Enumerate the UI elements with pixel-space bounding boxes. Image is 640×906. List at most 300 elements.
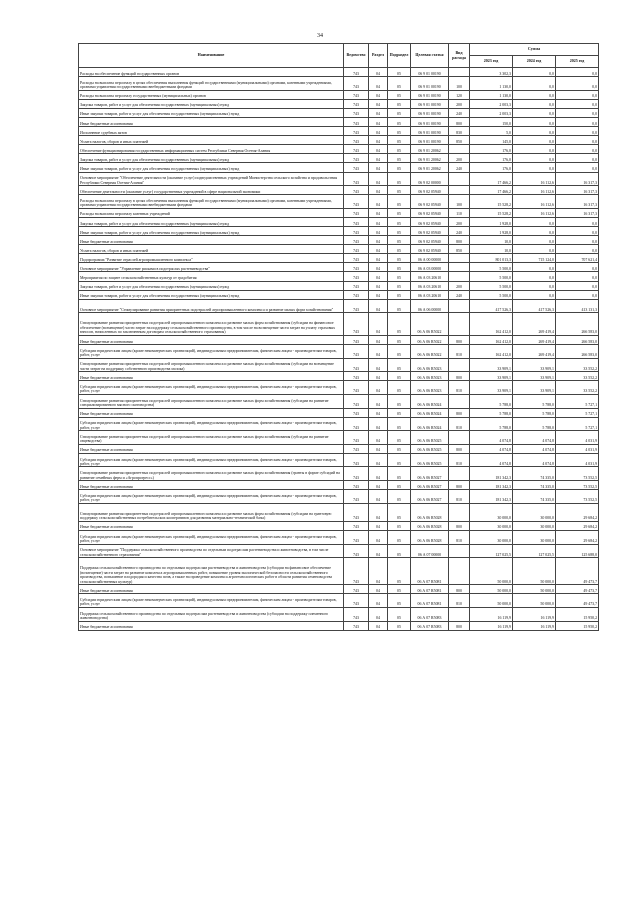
row-sum-2023: 5 788,0 [470, 394, 513, 408]
header-year-2025: 2025 год [556, 56, 599, 68]
budget-table [78, 43, 599, 631]
row-expense-type: 240 [449, 163, 470, 172]
row-podrazdel: 05 [388, 299, 411, 313]
table-row [79, 408, 599, 417]
row-expense-type: 100 [449, 77, 470, 91]
row-vedomstvo: 743 [344, 490, 369, 504]
header-podrazdel: Подраздел [388, 44, 411, 68]
row-sum-2024: 269 419,4 [513, 313, 556, 336]
row-sum-2023: 17 466,2 [470, 186, 513, 195]
row-expense-type [449, 503, 470, 521]
table-row [79, 154, 599, 163]
row-sum-2024: 4 074,8 [513, 431, 556, 445]
row-sum-2023: 162 412,0 [470, 313, 513, 336]
row-expense-type [449, 607, 470, 621]
row-expense-type: 800 [449, 335, 470, 344]
row-vedomstvo: 743 [344, 186, 369, 195]
row-podrazdel: 05 [388, 408, 411, 417]
row-sum-2023: 5 788,0 [470, 408, 513, 417]
table-row [79, 68, 599, 77]
row-expense-type [449, 544, 470, 558]
row-podrazdel: 05 [388, 195, 411, 209]
row-razdel: 04 [369, 335, 388, 344]
row-sum-2025: 0,0 [556, 227, 599, 236]
row-vedomstvo: 743 [344, 417, 369, 431]
row-name: Иные бюджетные ассигнования [79, 444, 344, 453]
row-sum-2023: 30 000,0 [470, 521, 513, 530]
row-sum-2024: 0,0 [513, 145, 556, 154]
row-sum-2023: 417 526,3 [470, 299, 513, 313]
table-row [79, 358, 599, 372]
row-razdel: 04 [369, 453, 388, 467]
row-vedomstvo: 743 [344, 358, 369, 372]
row-sum-2023: 176,0 [470, 163, 513, 172]
row-razdel: 04 [369, 372, 388, 381]
row-podrazdel: 05 [388, 272, 411, 281]
row-sum-2024: 33 909,1 [513, 372, 556, 381]
row-razdel: 04 [369, 127, 388, 136]
table-row [79, 607, 599, 621]
row-target-article: 06 А 06 R5022 [411, 345, 449, 359]
row-razdel: 04 [369, 263, 388, 272]
row-sum-2025: 266 583,0 [556, 313, 599, 336]
row-sum-2024: 0,0 [513, 127, 556, 136]
row-razdel: 04 [369, 431, 388, 445]
row-name: Иные бюджетные ассигнования [79, 585, 344, 594]
row-target-article: 06 9 02 05940 [411, 186, 449, 195]
table-row [79, 195, 599, 209]
row-target-article: 06 9 01 00190 [411, 136, 449, 145]
row-sum-2024: 50 000,0 [513, 594, 556, 608]
row-vedomstvo: 743 [344, 453, 369, 467]
row-expense-type: 240 [449, 108, 470, 117]
row-sum-2023: 3 302,3 [470, 68, 513, 77]
table-row [79, 99, 599, 108]
row-expense-type [449, 254, 470, 263]
row-sum-2023: 17 466,2 [470, 172, 513, 186]
row-vedomstvo: 743 [344, 68, 369, 77]
row-target-article: 06 А 06 R5027 [411, 467, 449, 481]
row-target-article: 06 А 06 R5023 [411, 358, 449, 372]
row-sum-2024: 16 119,9 [513, 621, 556, 630]
row-name: Стимулирование развития приоритетных подотраслей агропромышленного комплекса и развитие малых форм хозяйствования (субсидии на грантовую поддержку сельскохозяйственных потребительских кооперативов для развития материально-технической базы) [79, 503, 344, 521]
table-row [79, 117, 599, 126]
table-row [79, 236, 599, 245]
row-sum-2025: 73 552,5 [556, 481, 599, 490]
row-name: Иные бюджетные ассигнования [79, 521, 344, 530]
table-row [79, 544, 599, 558]
row-vedomstvo: 743 [344, 245, 369, 254]
row-podrazdel: 05 [388, 68, 411, 77]
row-sum-2023: 16 119,9 [470, 607, 513, 621]
row-sum-2024: 0,0 [513, 68, 556, 77]
row-name: Обеспечение функционирования государственных информационных систем Республики Северная Осетия-Алания [79, 145, 344, 154]
row-podrazdel: 05 [388, 585, 411, 594]
row-name: Иные бюджетные ассигнования [79, 335, 344, 344]
row-sum-2024: 50 000,0 [513, 558, 556, 585]
table-body [79, 68, 599, 631]
row-vedomstvo: 743 [344, 290, 369, 299]
row-name: Мероприятия по защите сельскохозяйственных культур от градобития [79, 272, 344, 281]
row-sum-2025: 0,0 [556, 272, 599, 281]
row-expense-type: 800 [449, 117, 470, 126]
row-expense-type: 800 [449, 236, 470, 245]
row-target-article: 06 9 01 20062 [411, 154, 449, 163]
row-target-article: 06 А 06 R5028 [411, 503, 449, 521]
row-podrazdel: 05 [388, 621, 411, 630]
row-target-article: 06 А 06 R5028 [411, 530, 449, 544]
table-row [79, 272, 599, 281]
row-podrazdel: 05 [388, 558, 411, 585]
row-sum-2024: 5 788,0 [513, 417, 556, 431]
header-sum: Сумма [470, 44, 599, 56]
row-sum-2025: 16 317,3 [556, 186, 599, 195]
row-name: Иные закупки товаров, работ и услуг для обеспечения государственных (муниципальных) нужд [79, 108, 344, 117]
row-vedomstvo: 743 [344, 394, 369, 408]
row-expense-type: 800 [449, 372, 470, 381]
row-name: Расходы на обеспечение функций государственных органов [79, 68, 344, 77]
row-name: Стимулирование развития приоритетных подотраслей агропромышленного комплекса и развитие малых форм хозяйствования (субсидии на финансовое обеспечение (возмещение) части затрат на поддержку сельскохозяйственного производства, в том числе на возмещение части затрат на уплату страховых взносов, начисленных по заключенным договорам сельскохозяйственного страхования) [79, 313, 344, 336]
row-vedomstvo: 743 [344, 481, 369, 490]
row-sum-2025: 0,0 [556, 145, 599, 154]
row-name: Иные бюджетные ассигнования [79, 621, 344, 630]
row-vedomstvo: 743 [344, 90, 369, 99]
row-sum-2025: 0,0 [556, 154, 599, 163]
row-target-article: 06 9 01 20062 [411, 145, 449, 154]
row-razdel: 04 [369, 585, 388, 594]
row-razdel: 04 [369, 299, 388, 313]
row-sum-2025: 49 473,7 [556, 585, 599, 594]
row-name: Иные бюджетные ассигнования [79, 117, 344, 126]
row-target-article: 06 А 03 20610 [411, 272, 449, 281]
row-razdel: 04 [369, 217, 388, 226]
row-vedomstvo: 743 [344, 530, 369, 544]
row-sum-2023: 50 000,0 [470, 558, 513, 585]
row-name: Субсидии юридическим лицам (кроме некоммерческих организаций), индивидуальным предпринимателям, физическим лицам - производителям товаров, работ, услуг [79, 381, 344, 395]
row-name: Закупка товаров, работ и услуг для обеспечения государственных (муниципальных) нужд [79, 154, 344, 163]
row-sum-2025: 5 727,1 [556, 408, 599, 417]
row-sum-2024: 0,0 [513, 117, 556, 126]
row-podrazdel: 05 [388, 281, 411, 290]
row-sum-2024: 0,0 [513, 154, 556, 163]
row-sum-2024: 50 000,0 [513, 585, 556, 594]
row-sum-2023: 30 000,0 [470, 503, 513, 521]
row-target-article: 06 А 06 R5022 [411, 313, 449, 336]
row-target-article: 06 9 02 05940 [411, 227, 449, 236]
table-row [79, 290, 599, 299]
row-vedomstvo: 743 [344, 163, 369, 172]
table-row [79, 444, 599, 453]
row-name: Расходы на выплаты персоналу казенных учреждений [79, 208, 344, 217]
row-sum-2023: 145,0 [470, 136, 513, 145]
row-target-article: 06 А 06 R5023 [411, 372, 449, 381]
header-year-2024: 2024 год [513, 56, 556, 68]
row-vedomstvo: 743 [344, 431, 369, 445]
row-sum-2023: 33 909,1 [470, 372, 513, 381]
row-sum-2025: 0,0 [556, 117, 599, 126]
row-podrazdel: 05 [388, 417, 411, 431]
row-expense-type: 850 [449, 245, 470, 254]
row-razdel: 04 [369, 594, 388, 608]
row-expense-type: 850 [449, 136, 470, 145]
row-target-article: 06 9 02 00000 [411, 172, 449, 186]
row-sum-2025: 0,0 [556, 136, 599, 145]
row-target-article: 06 А 03 20610 [411, 281, 449, 290]
row-expense-type: 810 [449, 490, 470, 504]
row-target-article: 06 А 06 R5027 [411, 481, 449, 490]
row-sum-2025: 0,0 [556, 68, 599, 77]
row-sum-2025: 125 688,0 [556, 544, 599, 558]
row-expense-type [449, 558, 470, 585]
row-sum-2025: 0,0 [556, 263, 599, 272]
row-target-article: 06 9 01 00190 [411, 99, 449, 108]
row-target-article: 06 9 01 00190 [411, 90, 449, 99]
row-name: Основное мероприятие "Обеспечение деятельности (оказание услуг) подведомственных учреждений Министерства сельского хозяйства и продовольствия Республики Северная Осетия-Алания" [79, 172, 344, 186]
row-expense-type [449, 431, 470, 445]
row-sum-2023: 1 130,0 [470, 77, 513, 91]
row-sum-2023: 16 119,9 [470, 621, 513, 630]
row-podrazdel: 05 [388, 163, 411, 172]
row-name: Закупка товаров, работ и услуг для обеспечения государственных (муниципальных) нужд [79, 217, 344, 226]
row-sum-2023: 1 928,0 [470, 227, 513, 236]
row-sum-2025: 29 684,2 [556, 521, 599, 530]
row-target-article: 06 9 02 05940 [411, 195, 449, 209]
row-target-article: 06 А 06 R5024 [411, 394, 449, 408]
row-vedomstvo: 743 [344, 444, 369, 453]
row-name: Иные бюджетные ассигнования [79, 372, 344, 381]
row-sum-2023: 162 412,0 [470, 335, 513, 344]
row-sum-2024: 0,0 [513, 90, 556, 99]
row-sum-2025: 707 621,4 [556, 254, 599, 263]
row-expense-type: 800 [449, 408, 470, 417]
header-expense-type: Вид расхода [449, 44, 470, 68]
row-vedomstvo: 743 [344, 195, 369, 209]
row-name: Основное мероприятие "Управление рисками в подотраслях растениеводства" [79, 263, 344, 272]
row-target-article: 06 9 01 00190 [411, 108, 449, 117]
row-target-article: 06 А 06 R5025 [411, 431, 449, 445]
row-expense-type: 100 [449, 195, 470, 209]
row-name: Стимулирование развития приоритетных подотраслей агропромышленного комплекса и развитие малых форм хозяйствования (субсидии на развитие специализированного мясного скотоводства) [79, 394, 344, 408]
row-podrazdel: 05 [388, 313, 411, 336]
row-podrazdel: 05 [388, 530, 411, 544]
row-sum-2024: 0,0 [513, 272, 556, 281]
row-razdel: 04 [369, 621, 388, 630]
row-sum-2025: 29 684,2 [556, 503, 599, 521]
row-target-article: 06 9 02 05940 [411, 245, 449, 254]
table-row [79, 503, 599, 521]
table-row [79, 594, 599, 608]
row-razdel: 04 [369, 467, 388, 481]
row-expense-type: 800 [449, 481, 470, 490]
row-razdel: 04 [369, 558, 388, 585]
row-sum-2023: 181 342,3 [470, 490, 513, 504]
row-sum-2024: 33 909,1 [513, 381, 556, 395]
row-sum-2024: 16 112,6 [513, 186, 556, 195]
row-expense-type: 200 [449, 154, 470, 163]
row-sum-2024: 0,0 [513, 136, 556, 145]
row-razdel: 04 [369, 195, 388, 209]
row-sum-2025: 4 031,9 [556, 431, 599, 445]
row-target-article: 06 А 07 00000 [411, 544, 449, 558]
row-sum-2023: 5 500,0 [470, 281, 513, 290]
row-sum-2025: 266 583,0 [556, 345, 599, 359]
row-sum-2025: 29 684,2 [556, 530, 599, 544]
row-target-article: 06 9 01 00190 [411, 117, 449, 126]
row-expense-type: 240 [449, 290, 470, 299]
row-sum-2023: 4 074,8 [470, 431, 513, 445]
row-name: Расходы на выплаты персоналу государственных (муниципальных) органов [79, 90, 344, 99]
row-sum-2023: 801 013,3 [470, 254, 513, 263]
row-sum-2024: 30 000,0 [513, 503, 556, 521]
row-vedomstvo: 743 [344, 127, 369, 136]
row-expense-type [449, 272, 470, 281]
row-razdel: 04 [369, 186, 388, 195]
row-sum-2023: 1 928,0 [470, 217, 513, 226]
row-vedomstvo: 743 [344, 99, 369, 108]
row-target-article: 06 А 06 R5027 [411, 490, 449, 504]
row-podrazdel: 05 [388, 136, 411, 145]
table-row [79, 145, 599, 154]
row-podrazdel: 05 [388, 236, 411, 245]
row-sum-2025: 0,0 [556, 236, 599, 245]
row-sum-2024: 74 335,0 [513, 490, 556, 504]
row-target-article: 06 9 01 00190 [411, 127, 449, 136]
row-podrazdel: 05 [388, 335, 411, 344]
row-razdel: 04 [369, 490, 388, 504]
table-row [79, 417, 599, 431]
row-podrazdel: 05 [388, 503, 411, 521]
row-sum-2025: 73 552,5 [556, 467, 599, 481]
row-name: Иные бюджетные ассигнования [79, 236, 344, 245]
table-row [79, 467, 599, 481]
row-vedomstvo: 743 [344, 172, 369, 186]
row-razdel: 04 [369, 227, 388, 236]
row-sum-2024: 74 335,0 [513, 467, 556, 481]
row-razdel: 04 [369, 444, 388, 453]
row-sum-2023: 4 074,8 [470, 453, 513, 467]
table-row [79, 621, 599, 630]
row-razdel: 04 [369, 245, 388, 254]
row-expense-type: 200 [449, 281, 470, 290]
row-name: Расходы на выплаты персоналу в целях обеспечения выполнения функций государственными (муниципальными) органами, казенными учреждениями, органами управления государственными внебюджетными фондами [79, 77, 344, 91]
row-sum-2025: 413 131,3 [556, 299, 599, 313]
row-podrazdel: 05 [388, 453, 411, 467]
table-row [79, 163, 599, 172]
row-name: Субсидии юридическим лицам (кроме некоммерческих организаций), индивидуальным предпринимателям, физическим лицам - производителям товаров, работ, услуг [79, 594, 344, 608]
row-podrazdel: 05 [388, 208, 411, 217]
row-name: Стимулирование развития приоритетных подотраслей агропромышленного комплекса и развитие малых форм хозяйствования (гранты в форме субсидий на развитие семейных ферм и «Агропрогресс») [79, 467, 344, 481]
row-sum-2024: 0,0 [513, 281, 556, 290]
row-vedomstvo: 743 [344, 263, 369, 272]
row-razdel: 04 [369, 172, 388, 186]
row-vedomstvo: 743 [344, 154, 369, 163]
row-podrazdel: 05 [388, 227, 411, 236]
row-expense-type: 810 [449, 530, 470, 544]
row-expense-type [449, 394, 470, 408]
row-target-article: 06 А 06 R5022 [411, 335, 449, 344]
row-sum-2023: 50 000,0 [470, 585, 513, 594]
row-sum-2024: 0,0 [513, 217, 556, 226]
row-podrazdel: 05 [388, 145, 411, 154]
table-row [79, 313, 599, 336]
row-razdel: 04 [369, 521, 388, 530]
row-razdel: 04 [369, 254, 388, 263]
table-row [79, 172, 599, 186]
row-razdel: 04 [369, 544, 388, 558]
row-podrazdel: 05 [388, 521, 411, 530]
header-name: Наименование [79, 44, 344, 68]
row-podrazdel: 05 [388, 172, 411, 186]
row-sum-2024: 16 112,6 [513, 172, 556, 186]
row-razdel: 04 [369, 394, 388, 408]
row-name: Поддержка сельскохозяйственного производства по отдельным подотраслям растениеводства и животноводства (субсидии на поддержку племенного животноводства) [79, 607, 344, 621]
row-vedomstvo: 743 [344, 117, 369, 126]
row-target-article: 06 9 01 00190 [411, 77, 449, 91]
row-target-article: 06 9 02 05940 [411, 208, 449, 217]
row-name: Подпрограмма "Развитие отраслей агропромышленного комплекса" [79, 254, 344, 263]
table-row [79, 530, 599, 544]
table-row [79, 345, 599, 359]
row-target-article: 06 9 01 20062 [411, 163, 449, 172]
row-sum-2025: 0,0 [556, 108, 599, 117]
row-vedomstvo: 743 [344, 136, 369, 145]
row-sum-2025: 0,0 [556, 281, 599, 290]
row-sum-2025: 0,0 [556, 163, 599, 172]
row-target-article: 06 А 07 R5081 [411, 594, 449, 608]
row-expense-type: 120 [449, 90, 470, 99]
row-sum-2024: 127 025,5 [513, 544, 556, 558]
row-sum-2023: 181 342,3 [470, 467, 513, 481]
row-sum-2025: 0,0 [556, 99, 599, 108]
row-sum-2025: 0,0 [556, 77, 599, 91]
row-sum-2024: 0,0 [513, 108, 556, 117]
row-target-article: 06 9 01 00190 [411, 68, 449, 77]
row-vedomstvo: 743 [344, 254, 369, 263]
row-expense-type: 200 [449, 99, 470, 108]
row-sum-2025: 4 031,9 [556, 453, 599, 467]
row-name: Уплата налогов, сборов и иных платежей [79, 136, 344, 145]
row-sum-2024: 4 074,8 [513, 444, 556, 453]
row-name: Стимулирование развития приоритетных подотраслей агропромышленного комплекса и развитие малых форм хозяйствования (субсидии на развитие овцеводства) [79, 431, 344, 445]
row-razdel: 04 [369, 208, 388, 217]
row-sum-2025: 0,0 [556, 245, 599, 254]
row-sum-2025: 15 950,2 [556, 607, 599, 621]
row-vedomstvo: 743 [344, 208, 369, 217]
row-vedomstvo: 743 [344, 381, 369, 395]
table-row [79, 481, 599, 490]
table-row [79, 453, 599, 467]
row-razdel: 04 [369, 90, 388, 99]
row-name: Расходы на выплаты персоналу в целях обеспечения выполнения функций государственными (муниципальными) органами, казенными учреждениями, органами управления государственными внебюджетными фондами [79, 195, 344, 209]
row-sum-2023: 1 130,0 [470, 90, 513, 99]
row-expense-type: 800 [449, 444, 470, 453]
row-expense-type: 810 [449, 417, 470, 431]
row-name: Исполнение судебных актов [79, 127, 344, 136]
row-razdel: 04 [369, 281, 388, 290]
row-podrazdel: 05 [388, 345, 411, 359]
row-expense-type: 800 [449, 585, 470, 594]
row-podrazdel: 05 [388, 217, 411, 226]
table-row [79, 394, 599, 408]
row-vedomstvo: 743 [344, 544, 369, 558]
row-target-article: 06 А 07 R5083 [411, 607, 449, 621]
table-row [79, 208, 599, 217]
row-sum-2023: 127 025,5 [470, 544, 513, 558]
row-sum-2024: 0,0 [513, 163, 556, 172]
row-sum-2024: 0,0 [513, 263, 556, 272]
row-razdel: 04 [369, 503, 388, 521]
row-sum-2023: 181 342,3 [470, 481, 513, 490]
